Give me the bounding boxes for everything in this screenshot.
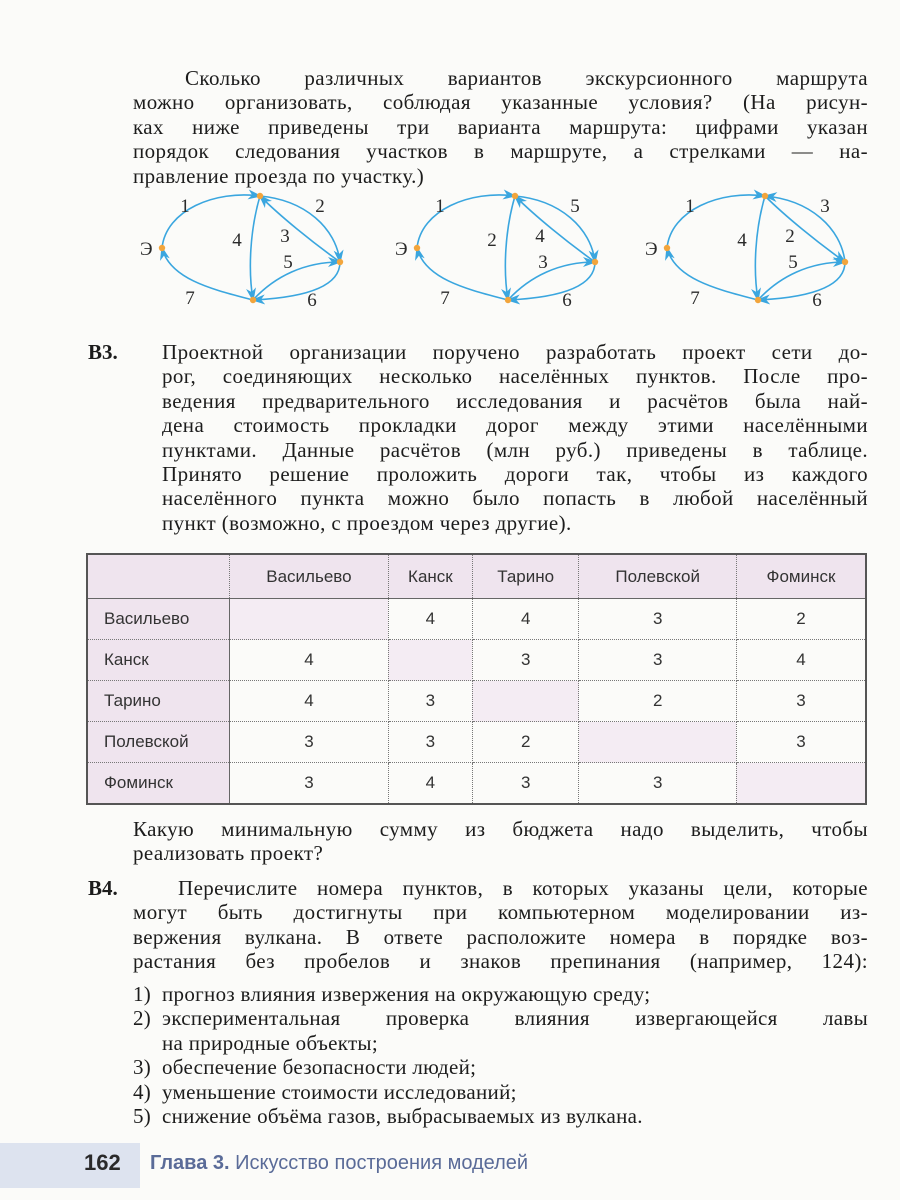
- chapter-header: [150, 1152, 528, 1175]
- text-line: реализовать проект?: [133, 841, 324, 866]
- table-row: [87, 599, 866, 640]
- cost-cell: 3: [472, 763, 579, 805]
- cost-cell: 2: [736, 599, 866, 640]
- edge-order-label: 5: [283, 252, 293, 273]
- cost-cell: 2: [472, 722, 579, 763]
- cost-cell: [736, 763, 866, 805]
- list-item-text: уменьшение стоимости исследований;: [162, 1079, 517, 1104]
- edge-order-label: 3: [820, 196, 830, 217]
- task-b3-text: [162, 340, 868, 535]
- cost-cell: 4: [736, 640, 866, 681]
- route-node: [505, 297, 511, 303]
- route-edge-arrow: [505, 196, 515, 300]
- table-row: [87, 763, 866, 805]
- row-header: Канск: [87, 640, 230, 681]
- list-item-text: обеспечение безопасности людей;: [162, 1055, 477, 1080]
- list-item-number: 5): [133, 1103, 152, 1128]
- chapter-title: Искусство построения моделей: [235, 1152, 529, 1174]
- column-header: Васильево: [230, 554, 389, 599]
- table-row: [87, 681, 866, 722]
- edge-order-label: 4: [535, 226, 545, 247]
- list-item-text: прогноз влияния извержения на окружающую среду;: [162, 982, 651, 1006]
- edge-order-label: 4: [232, 230, 242, 251]
- start-node-label: Э: [395, 239, 408, 260]
- cost-cell: 4: [472, 599, 579, 640]
- start-node-label: Э: [140, 239, 153, 260]
- list-item-number: 2): [133, 1006, 152, 1031]
- task-label-b4: B4.: [88, 876, 118, 900]
- edge-order-label: 3: [538, 252, 548, 273]
- text-line: правление проезда по участку.): [133, 163, 425, 188]
- route-edge-arrow: [250, 196, 260, 300]
- task-b4-text: [133, 876, 868, 974]
- route-node: [762, 193, 768, 199]
- cost-cell: 3: [388, 681, 472, 722]
- cost-cell: 2: [579, 681, 737, 722]
- cost-cell: 3: [230, 763, 389, 805]
- page-number: 162: [84, 1150, 121, 1175]
- route-node: [755, 297, 761, 303]
- text-line: Принято решение проложить дороги так, чтобы из каждого: [162, 461, 868, 486]
- edge-order-label: 2: [487, 230, 497, 251]
- row-header: Полевской: [87, 722, 230, 763]
- route-edge-arrow: [515, 196, 595, 262]
- cost-cell: [230, 599, 389, 640]
- text-line: могут быть достигнуты при компьютерном моделировании из-: [133, 900, 868, 925]
- cost-cell: 4: [388, 599, 472, 640]
- text-line: пункт (возможно, с проездом через другие).: [162, 510, 572, 535]
- edge-order-label: 7: [185, 288, 195, 309]
- route-node: [337, 259, 343, 265]
- cost-cell: 3: [579, 599, 737, 640]
- edge-order-label: 4: [737, 230, 747, 251]
- cost-cell: 3: [736, 722, 866, 763]
- list-item-text: экспериментальная проверка влияния извергающейся лавы: [162, 1006, 868, 1031]
- route-edge-arrow: [162, 195, 260, 248]
- task-b3-question: [133, 817, 868, 866]
- cost-cell: 4: [388, 763, 472, 805]
- list-item-text: на природные объекты;: [162, 1030, 378, 1055]
- cost-cell: 3: [472, 640, 579, 681]
- text-line: Сколько различных вариантов экскурсионного маршрута: [185, 66, 868, 90]
- text-line: дена стоимость прокладки дорог между этими населёнными: [162, 413, 868, 438]
- corner-cell: [87, 554, 230, 599]
- route-node: [257, 193, 263, 199]
- text-line: Перечислите номера пунктов, в которых указаны цели, которые: [178, 876, 868, 900]
- route-edge-arrow: [417, 248, 508, 300]
- list-item: [133, 982, 868, 1006]
- edge-order-label: 1: [685, 196, 695, 217]
- list-item-number: 3): [133, 1055, 152, 1080]
- edge-order-label: 7: [690, 288, 700, 309]
- text-line: рог, соединяющих несколько населённых пунктов. После про-: [162, 364, 868, 389]
- text-line: порядок следования участков в маршруте, а стрелками — на-: [133, 139, 868, 164]
- edge-order-label: 5: [788, 252, 798, 273]
- edge-order-label: 1: [180, 196, 190, 217]
- list-item: [133, 1080, 868, 1104]
- chapter-label: Глава 3.: [150, 1152, 230, 1174]
- text-line: Какую минимальную сумму из бюджета надо выделить, чтобы: [133, 817, 868, 841]
- route-node: [512, 193, 518, 199]
- route-edge-arrow: [260, 196, 340, 262]
- cost-cell: 3: [736, 681, 866, 722]
- row-header: Тарино: [87, 681, 230, 722]
- list-item: [133, 1055, 868, 1079]
- edge-order-label: 5: [570, 196, 580, 217]
- edge-order-label: 6: [562, 290, 572, 311]
- text-line: вержения вулкана. В ответе расположите номера в порядке воз-: [133, 924, 868, 949]
- edge-order-label: 2: [785, 226, 795, 247]
- text-line: растания без пробелов и знаков препинания (например, 124):: [133, 949, 868, 974]
- route-node: [159, 245, 165, 251]
- text-line: Проектной организации поручено разработать проект сети до-: [162, 340, 868, 364]
- list-item: [133, 1031, 868, 1055]
- task-label-b3: B3.: [88, 340, 118, 364]
- route-edge-arrow: [417, 195, 515, 248]
- text-line: ведения предварительного исследования и расчётов была най-: [162, 388, 868, 413]
- cost-cell: [472, 681, 579, 722]
- cost-cell: 3: [579, 640, 737, 681]
- edge-order-label: 6: [307, 290, 317, 311]
- edge-order-label: 2: [315, 196, 325, 217]
- table-row: [87, 640, 866, 681]
- route-diagram-2: [395, 180, 625, 320]
- route-edge-arrow: [515, 196, 595, 262]
- cost-cell: [388, 640, 472, 681]
- edge-order-label: 3: [280, 226, 290, 247]
- cost-cell: 3: [388, 722, 472, 763]
- route-edge-arrow: [667, 195, 765, 248]
- route-edge-arrow: [162, 248, 253, 300]
- cost-cell: 4: [230, 681, 389, 722]
- column-header: Канск: [388, 554, 472, 599]
- cost-cell: 4: [230, 640, 389, 681]
- list-item: [133, 1006, 868, 1030]
- list-item: [133, 1104, 868, 1128]
- route-edge-arrow: [508, 262, 595, 300]
- row-header: Васильево: [87, 599, 230, 640]
- column-header: Тарино: [472, 554, 579, 599]
- task-b4-options: [133, 982, 868, 1128]
- list-item-number: [133, 1031, 162, 1055]
- road-cost-table: [86, 553, 867, 805]
- text-line: населённого пункта можно было попасть в любой населённый: [162, 486, 868, 511]
- text-line: ках ниже приведены три варианта маршрута: цифрами указан: [133, 114, 868, 139]
- table-row: [87, 722, 866, 763]
- route-edge-arrow: [758, 262, 845, 300]
- list-item-text: снижение объёма газов, выбрасываемых из вулкана.: [162, 1103, 643, 1128]
- route-edge-arrow: [253, 262, 340, 300]
- edge-order-label: 6: [812, 290, 822, 311]
- cost-cell: 3: [579, 763, 737, 805]
- list-item-number: 4): [133, 1079, 152, 1104]
- route-node: [414, 245, 420, 251]
- route-edge-arrow: [765, 196, 845, 262]
- route-node: [250, 297, 256, 303]
- edge-order-label: 7: [440, 288, 450, 309]
- route-edge-arrow: [260, 196, 340, 262]
- route-edge-arrow: [765, 196, 845, 262]
- edge-order-label: 1: [435, 196, 445, 217]
- route-edge-arrow: [755, 196, 765, 300]
- column-header: Фоминск: [736, 554, 866, 599]
- cost-cell: [579, 722, 737, 763]
- text-line: можно организовать, соблюдая указанные условия? (На рисун-: [133, 90, 868, 115]
- list-item-number: 1): [133, 982, 152, 1006]
- table-header-row: [87, 554, 866, 599]
- column-header: Полевской: [579, 554, 737, 599]
- intro-paragraph: [133, 66, 868, 188]
- route-edge-arrow: [667, 248, 758, 300]
- route-diagram-3: [645, 180, 875, 320]
- row-header: Фоминск: [87, 763, 230, 805]
- cost-cell: 3: [230, 722, 389, 763]
- route-node: [842, 259, 848, 265]
- route-diagram-1: [140, 180, 370, 320]
- route-node: [664, 245, 670, 251]
- route-node: [592, 259, 598, 265]
- text-line: пунктами. Данные расчётов (млн руб.) приведены в таблице.: [162, 437, 868, 462]
- start-node-label: Э: [645, 239, 658, 260]
